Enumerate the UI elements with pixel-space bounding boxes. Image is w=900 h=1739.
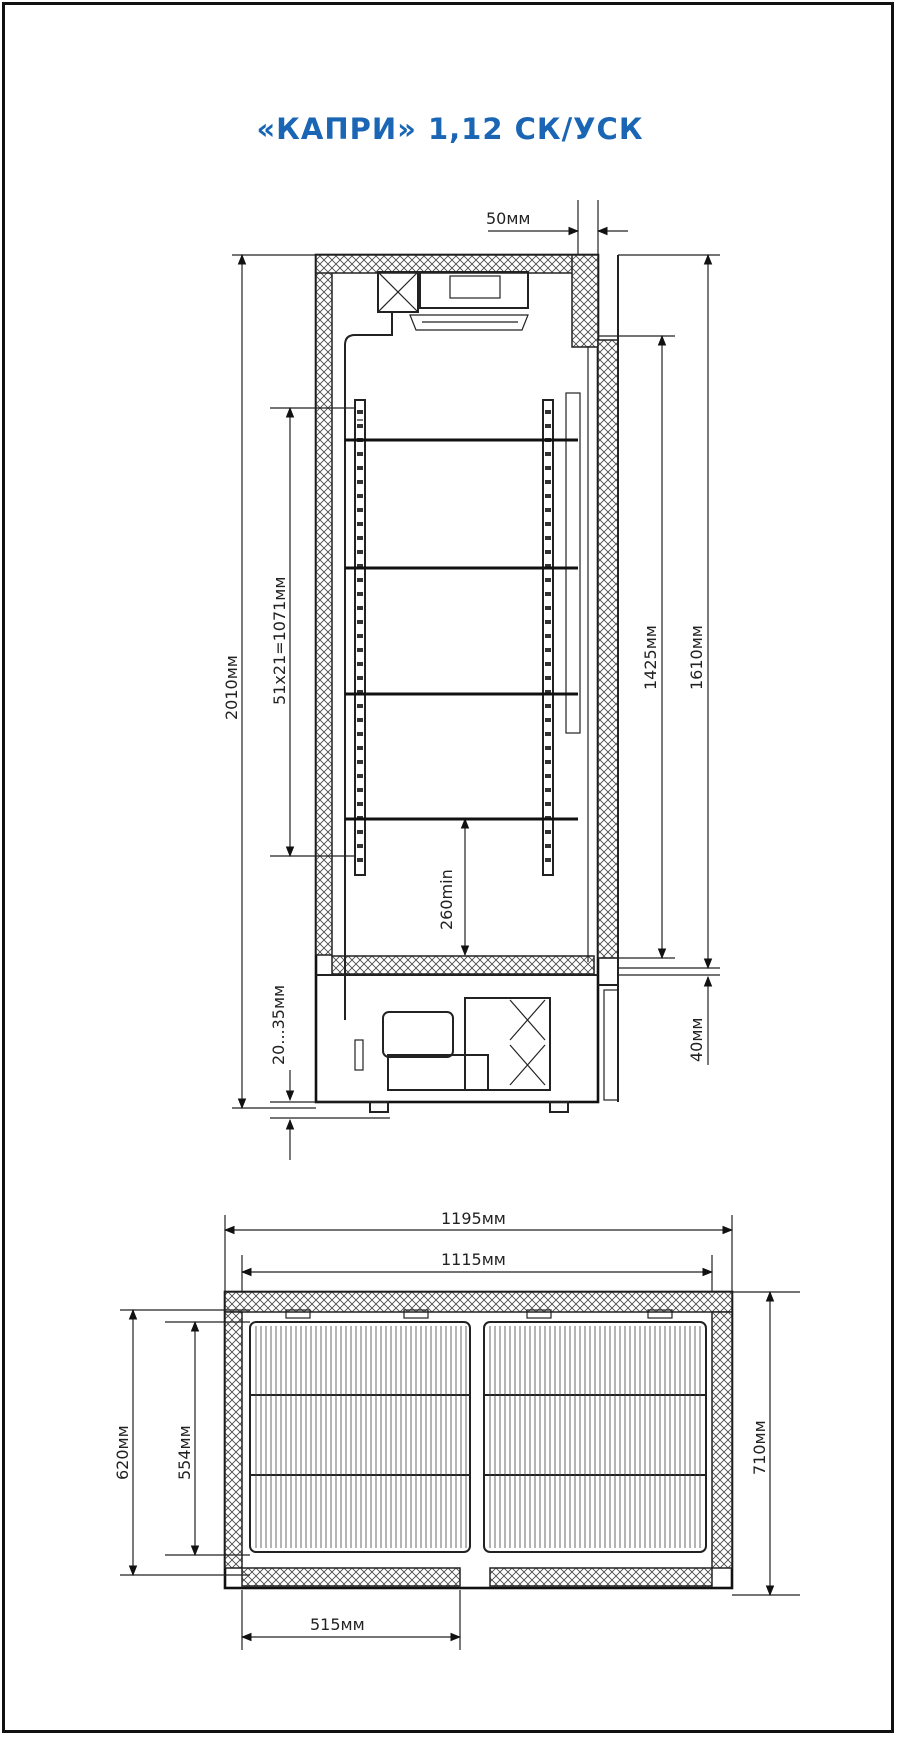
wire-shelf-right (484, 1322, 706, 1552)
dim-outer-width: 1195мм (441, 1209, 506, 1228)
door-insulation (598, 340, 618, 958)
top-view-right-insulation (712, 1312, 732, 1568)
dim-top-offset: 50мм (486, 209, 531, 228)
left-wall-insulation (316, 255, 332, 955)
dim-depth-outer: 620мм (113, 1425, 132, 1480)
top-view-back-insulation (225, 1292, 732, 1312)
side-view (222, 200, 720, 1160)
top-view (113, 1209, 800, 1650)
dim-door-width: 515мм (310, 1615, 365, 1634)
bottom-wall-insulation (332, 956, 594, 974)
top-corner-block (572, 255, 598, 347)
top-view-door-right (490, 1568, 712, 1586)
top-view-left-insulation (225, 1312, 242, 1568)
wire-shelf-left (250, 1322, 470, 1552)
dim-feet: 20...35мм (269, 984, 288, 1065)
dim-base: 40мм (687, 1017, 706, 1062)
dim-total-height: 2010мм (222, 655, 241, 720)
dim-min-gap: 260min (437, 869, 456, 930)
dim-door-height: 1425мм (641, 625, 660, 690)
shelf-rails (355, 400, 553, 875)
machine-compartment (316, 975, 618, 1112)
dim-body-height: 1610мм (687, 625, 706, 690)
dim-inner-width: 1115мм (441, 1250, 506, 1269)
dim-shelf-pitch: 51х21=1071мм (270, 576, 289, 705)
top-wall-insulation (316, 255, 578, 273)
dim-total-depth: 710мм (750, 1420, 769, 1475)
side-dimensions (222, 200, 720, 1160)
page-title: «КАПРИ» 1,12 СК/УСК (256, 112, 644, 146)
dim-depth-inner: 554мм (175, 1425, 194, 1480)
top-view-door-left (242, 1568, 460, 1586)
